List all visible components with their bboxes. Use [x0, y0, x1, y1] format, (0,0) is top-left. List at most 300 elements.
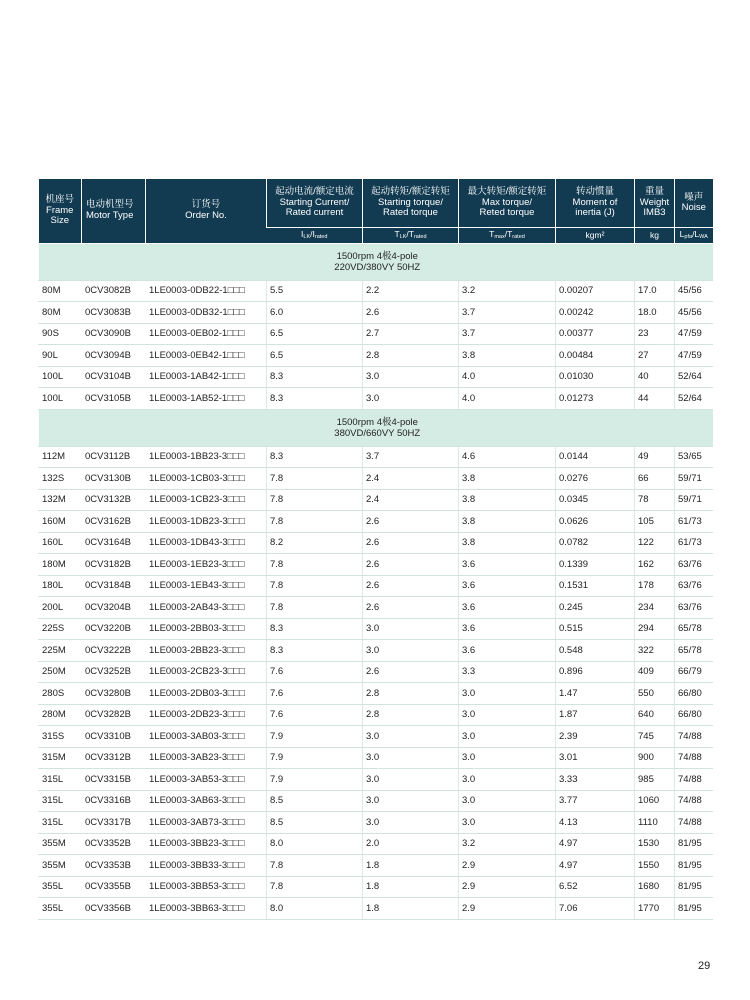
cell-noise: 45/56 — [675, 280, 713, 302]
cell-inertia: 1.87 — [556, 704, 635, 726]
cell-noise: 66/79 — [675, 661, 713, 683]
cell-frame-size: 315M — [39, 747, 82, 769]
cell-starting-current: 7.8 — [267, 597, 363, 619]
cell-starting-current: 6.5 — [267, 345, 363, 367]
cell-order-no: 1LE0003-1CB03-3□□□ — [146, 468, 267, 490]
cell-order-no: 1LE0003-2DB03-3□□□ — [146, 683, 267, 705]
cell-starting-current: 7.9 — [267, 769, 363, 791]
cell-weight: 44 — [635, 388, 675, 410]
cell-motor-type: 0CV3310B — [82, 726, 146, 748]
cell-starting-current: 7.8 — [267, 511, 363, 533]
cell-starting-torque: 2.2 — [363, 280, 459, 302]
cell-max-torque: 3.0 — [459, 812, 556, 834]
cell-motor-type: 0CV3082B — [82, 280, 146, 302]
unit-max-torque: $T_{max}/T_{rated}$ — [459, 228, 556, 244]
cell-order-no: 1LE0003-3BB33-3□□□ — [146, 855, 267, 877]
cell-inertia: 0.245 — [556, 597, 635, 619]
cell-frame-size: 80M — [39, 280, 82, 302]
table-row — [39, 769, 713, 791]
cell-weight: 40 — [635, 366, 675, 388]
cell-inertia: 0.0144 — [556, 446, 635, 468]
cell-frame-size: 200L — [39, 597, 82, 619]
cell-order-no: 1LE0003-3BB53-3□□□ — [146, 876, 267, 898]
cell-noise: 52/64 — [675, 388, 713, 410]
cell-weight: 178 — [635, 575, 675, 597]
cell-weight: 550 — [635, 683, 675, 705]
cell-weight: 23 — [635, 323, 675, 345]
table-row — [39, 575, 713, 597]
cell-order-no: 1LE0003-1CB23-3□□□ — [146, 489, 267, 511]
cell-order-no: 1LE0003-1EB23-3□□□ — [146, 554, 267, 576]
cell-starting-current: 8.3 — [267, 640, 363, 662]
cell-inertia: 0.548 — [556, 640, 635, 662]
cell-order-no: 1LE0003-3BB63-3□□□ — [146, 898, 267, 920]
cell-inertia: 0.0782 — [556, 532, 635, 554]
cell-max-torque: 3.6 — [459, 575, 556, 597]
table-row — [39, 790, 713, 812]
cell-inertia: 6.52 — [556, 876, 635, 898]
cell-noise: 61/73 — [675, 532, 713, 554]
cell-frame-size: 112M — [39, 446, 82, 468]
cell-motor-type: 0CV3104B — [82, 366, 146, 388]
cell-max-torque: 4.0 — [459, 388, 556, 410]
cell-order-no: 1LE0003-2DB23-3□□□ — [146, 704, 267, 726]
table-row — [39, 898, 713, 920]
cell-starting-current: 8.5 — [267, 790, 363, 812]
cell-weight: 78 — [635, 489, 675, 511]
cell-frame-size: 180L — [39, 575, 82, 597]
cell-starting-torque: 2.4 — [363, 489, 459, 511]
cell-starting-current: 7.6 — [267, 704, 363, 726]
cell-starting-torque: 3.0 — [363, 366, 459, 388]
cell-inertia: 0.896 — [556, 661, 635, 683]
cell-noise: 65/78 — [675, 618, 713, 640]
cell-frame-size: 315L — [39, 812, 82, 834]
cell-starting-current: 7.8 — [267, 575, 363, 597]
cell-frame-size: 355M — [39, 855, 82, 877]
cell-order-no: 1LE0003-1BB23-3□□□ — [146, 446, 267, 468]
cell-starting-torque: 2.8 — [363, 345, 459, 367]
cell-frame-size: 315L — [39, 769, 82, 791]
cell-inertia: 0.1339 — [556, 554, 635, 576]
cell-starting-current: 7.8 — [267, 554, 363, 576]
table-row — [39, 511, 713, 533]
cell-max-torque: 4.0 — [459, 366, 556, 388]
cell-starting-current: 7.6 — [267, 661, 363, 683]
cell-weight: 900 — [635, 747, 675, 769]
cell-inertia: 0.00484 — [556, 345, 635, 367]
table-row — [39, 366, 713, 388]
cell-frame-size: 100L — [39, 388, 82, 410]
cell-motor-type: 0CV3317B — [82, 812, 146, 834]
cell-weight: 122 — [635, 532, 675, 554]
cell-weight: 985 — [635, 769, 675, 791]
cell-max-torque: 3.8 — [459, 511, 556, 533]
cell-motor-type: 0CV3162B — [82, 511, 146, 533]
cell-starting-current: 8.0 — [267, 833, 363, 855]
cell-noise: 61/73 — [675, 511, 713, 533]
cell-starting-torque: 2.6 — [363, 575, 459, 597]
cell-starting-current: 8.3 — [267, 618, 363, 640]
table-row — [39, 876, 713, 898]
motor-data-table — [38, 179, 713, 920]
cell-starting-current: 6.5 — [267, 323, 363, 345]
cell-inertia: 0.00377 — [556, 323, 635, 345]
cell-max-torque: 3.0 — [459, 704, 556, 726]
cell-order-no: 1LE0003-1EB43-3□□□ — [146, 575, 267, 597]
unit-weight: kg — [635, 228, 675, 244]
cell-inertia: 3.01 — [556, 747, 635, 769]
cell-starting-torque: 2.6 — [363, 511, 459, 533]
cell-starting-current: 8.3 — [267, 366, 363, 388]
cell-starting-torque: 3.0 — [363, 747, 459, 769]
cell-max-torque: 3.8 — [459, 489, 556, 511]
cell-inertia: 4.13 — [556, 812, 635, 834]
table-row — [39, 302, 713, 324]
cell-starting-torque: 2.6 — [363, 554, 459, 576]
cell-weight: 1550 — [635, 855, 675, 877]
cell-frame-size: 315S — [39, 726, 82, 748]
cell-order-no: 1LE0003-0EB42-1□□□ — [146, 345, 267, 367]
cell-max-torque: 3.7 — [459, 323, 556, 345]
table-row — [39, 618, 713, 640]
cell-noise: 81/95 — [675, 898, 713, 920]
cell-order-no: 1LE0003-1DB23-3□□□ — [146, 511, 267, 533]
cell-motor-type: 0CV3094B — [82, 345, 146, 367]
table-row — [39, 446, 713, 468]
table-row — [39, 812, 713, 834]
cell-motor-type: 0CV3105B — [82, 388, 146, 410]
table-row — [39, 345, 713, 367]
cell-max-torque: 3.0 — [459, 769, 556, 791]
table-row — [39, 833, 713, 855]
cell-starting-current: 6.0 — [267, 302, 363, 324]
cell-weight: 1110 — [635, 812, 675, 834]
cell-inertia: 0.00207 — [556, 280, 635, 302]
cell-noise: 53/65 — [675, 446, 713, 468]
cell-frame-size: 180M — [39, 554, 82, 576]
col-weight: 重量 Weight IMB3 — [635, 179, 675, 228]
cell-starting-torque: 2.6 — [363, 661, 459, 683]
cell-order-no: 1LE0003-2AB43-3□□□ — [146, 597, 267, 619]
unit-inertia: kgm² — [556, 228, 635, 244]
cell-frame-size: 355L — [39, 898, 82, 920]
cell-weight: 1060 — [635, 790, 675, 812]
section-title — [39, 409, 713, 446]
col-order-no: 订货号 Order No. — [146, 179, 267, 243]
page-number: 29 — [698, 960, 711, 972]
cell-starting-current: 8.3 — [267, 388, 363, 410]
cell-order-no: 1LE0003-0EB02-1□□□ — [146, 323, 267, 345]
cell-motor-type: 0CV3353B — [82, 855, 146, 877]
cell-starting-current: 8.5 — [267, 812, 363, 834]
cell-frame-size: 90S — [39, 323, 82, 345]
cell-order-no: 1LE0003-3AB73-3□□□ — [146, 812, 267, 834]
cell-frame-size: 280M — [39, 704, 82, 726]
cell-inertia: 4.97 — [556, 855, 635, 877]
table-row — [39, 726, 713, 748]
cell-max-torque: 3.0 — [459, 747, 556, 769]
cell-max-torque: 3.7 — [459, 302, 556, 324]
table-body — [39, 243, 713, 919]
cell-frame-size: 100L — [39, 366, 82, 388]
cell-starting-torque: 3.0 — [363, 726, 459, 748]
unit-torque: $T_{LK}/T_{rated}$ — [363, 228, 459, 244]
cell-noise: 59/71 — [675, 468, 713, 490]
cell-frame-size: 132M — [39, 489, 82, 511]
section-header — [39, 409, 713, 446]
cell-inertia: 0.01273 — [556, 388, 635, 410]
section-title-line2: 380VD/660VY 50HZ — [334, 427, 421, 439]
cell-frame-size: 355M — [39, 833, 82, 855]
col-motor-type: 电动机型号 Motor Type — [82, 179, 146, 243]
cell-max-torque: 2.9 — [459, 855, 556, 877]
cell-noise: 63/76 — [675, 554, 713, 576]
cell-frame-size: 355L — [39, 876, 82, 898]
cell-max-torque: 3.8 — [459, 532, 556, 554]
cell-motor-type: 0CV3352B — [82, 833, 146, 855]
section-title — [39, 243, 713, 280]
cell-starting-current: 7.8 — [267, 855, 363, 877]
cell-inertia: 0.00242 — [556, 302, 635, 324]
cell-noise: 74/88 — [675, 747, 713, 769]
cell-motor-type: 0CV3204B — [82, 597, 146, 619]
cell-frame-size: 315L — [39, 790, 82, 812]
cell-noise: 47/59 — [675, 345, 713, 367]
col-inertia: 转动惯量 Moment of inertia (J) — [556, 179, 635, 228]
table-row — [39, 280, 713, 302]
cell-max-torque: 3.6 — [459, 640, 556, 662]
cell-motor-type: 0CV3315B — [82, 769, 146, 791]
cell-noise: 59/71 — [675, 489, 713, 511]
cell-inertia: 0.0626 — [556, 511, 635, 533]
cell-order-no: 1LE0003-0DB22-1□□□ — [146, 280, 267, 302]
col-noise: 噪声 Noise — [675, 179, 713, 228]
cell-weight: 294 — [635, 618, 675, 640]
cell-noise: 47/59 — [675, 323, 713, 345]
cell-starting-current: 8.0 — [267, 898, 363, 920]
cell-order-no: 1LE0003-1AB52-1□□□ — [146, 388, 267, 410]
cell-motor-type: 0CV3316B — [82, 790, 146, 812]
cell-inertia: 0.0276 — [556, 468, 635, 490]
cell-inertia: 4.97 — [556, 833, 635, 855]
cell-weight: 1680 — [635, 876, 675, 898]
cell-order-no: 1LE0003-2CB23-3□□□ — [146, 661, 267, 683]
table-row — [39, 704, 713, 726]
table-row — [39, 597, 713, 619]
table-row — [39, 747, 713, 769]
cell-frame-size: 280S — [39, 683, 82, 705]
cell-noise: 74/88 — [675, 726, 713, 748]
cell-noise: 52/64 — [675, 366, 713, 388]
cell-starting-torque: 2.8 — [363, 704, 459, 726]
cell-starting-current: 8.2 — [267, 532, 363, 554]
cell-motor-type: 0CV3252B — [82, 661, 146, 683]
cell-inertia: 3.33 — [556, 769, 635, 791]
cell-inertia: 0.515 — [556, 618, 635, 640]
section-title-line2: 220VD/380VY 50HZ — [334, 261, 421, 273]
cell-inertia: 3.77 — [556, 790, 635, 812]
cell-order-no: 1LE0003-3BB23-3□□□ — [146, 833, 267, 855]
cell-starting-torque: 3.0 — [363, 388, 459, 410]
cell-weight: 49 — [635, 446, 675, 468]
cell-starting-torque: 2.7 — [363, 323, 459, 345]
cell-noise: 74/88 — [675, 790, 713, 812]
cell-starting-current: 8.3 — [267, 446, 363, 468]
cell-noise: 74/88 — [675, 812, 713, 834]
cell-order-no: 1LE0003-3AB23-3□□□ — [146, 747, 267, 769]
cell-starting-torque: 3.0 — [363, 812, 459, 834]
cell-max-torque: 2.9 — [459, 898, 556, 920]
cell-starting-torque: 2.6 — [363, 532, 459, 554]
cell-starting-current: 7.8 — [267, 489, 363, 511]
cell-frame-size: 80M — [39, 302, 82, 324]
cell-motor-type: 0CV3090B — [82, 323, 146, 345]
cell-noise: 81/95 — [675, 833, 713, 855]
cell-starting-current: 7.9 — [267, 726, 363, 748]
cell-motor-type: 0CV3355B — [82, 876, 146, 898]
cell-max-torque: 3.2 — [459, 280, 556, 302]
cell-noise: 63/76 — [675, 575, 713, 597]
cell-weight: 1770 — [635, 898, 675, 920]
section-title-line1: 1500rpm 4极4-pole — [336, 416, 418, 428]
cell-max-torque: 4.6 — [459, 446, 556, 468]
cell-max-torque: 3.8 — [459, 468, 556, 490]
cell-order-no: 1LE0003-0DB32-1□□□ — [146, 302, 267, 324]
table-row — [39, 661, 713, 683]
col-starting-current: 起动电流/额定电流 Starting Current/ Rated current — [267, 179, 363, 228]
cell-order-no: 1LE0003-3AB63-3□□□ — [146, 790, 267, 812]
cell-starting-current: 5.5 — [267, 280, 363, 302]
col-max-torque: 最大转矩/额定转矩 Max torque/ Reted torque — [459, 179, 556, 228]
cell-weight: 745 — [635, 726, 675, 748]
cell-max-torque: 3.8 — [459, 345, 556, 367]
cell-starting-torque: 3.0 — [363, 790, 459, 812]
cell-order-no: 1LE0003-2BB23-3□□□ — [146, 640, 267, 662]
cell-weight: 322 — [635, 640, 675, 662]
cell-motor-type: 0CV3280B — [82, 683, 146, 705]
cell-noise: 63/76 — [675, 597, 713, 619]
cell-noise: 65/78 — [675, 640, 713, 662]
table-row — [39, 683, 713, 705]
cell-starting-torque: 3.7 — [363, 446, 459, 468]
section-header — [39, 243, 713, 280]
cell-noise: 74/88 — [675, 769, 713, 791]
table-row — [39, 323, 713, 345]
cell-weight: 640 — [635, 704, 675, 726]
cell-weight: 1530 — [635, 833, 675, 855]
cell-frame-size: 132S — [39, 468, 82, 490]
cell-order-no: 1LE0003-2BB03-3□□□ — [146, 618, 267, 640]
cell-max-torque: 3.6 — [459, 618, 556, 640]
cell-starting-current: 7.8 — [267, 468, 363, 490]
cell-starting-torque: 2.0 — [363, 833, 459, 855]
cell-noise: 45/56 — [675, 302, 713, 324]
cell-inertia: 2.39 — [556, 726, 635, 748]
cell-starting-torque: 1.8 — [363, 876, 459, 898]
table-row — [39, 855, 713, 877]
cell-weight: 105 — [635, 511, 675, 533]
cell-noise: 81/95 — [675, 855, 713, 877]
cell-motor-type: 0CV3132B — [82, 489, 146, 511]
cell-inertia: 0.1531 — [556, 575, 635, 597]
cell-starting-current: 7.8 — [267, 876, 363, 898]
cell-noise: 66/80 — [675, 683, 713, 705]
cell-starting-current: 7.6 — [267, 683, 363, 705]
cell-starting-torque: 3.0 — [363, 618, 459, 640]
cell-motor-type: 0CV3164B — [82, 532, 146, 554]
cell-inertia: 0.0345 — [556, 489, 635, 511]
cell-weight: 162 — [635, 554, 675, 576]
cell-frame-size: 225M — [39, 640, 82, 662]
cell-inertia: 7.06 — [556, 898, 635, 920]
cell-frame-size: 160M — [39, 511, 82, 533]
cell-starting-torque: 2.4 — [363, 468, 459, 490]
cell-starting-torque: 1.8 — [363, 898, 459, 920]
cell-max-torque: 3.3 — [459, 661, 556, 683]
cell-frame-size: 250M — [39, 661, 82, 683]
cell-inertia: 0.01030 — [556, 366, 635, 388]
section-title-line1: 1500rpm 4极4-pole — [336, 250, 418, 262]
table-row — [39, 532, 713, 554]
cell-motor-type: 0CV3130B — [82, 468, 146, 490]
cell-frame-size: 90L — [39, 345, 82, 367]
cell-starting-torque: 3.0 — [363, 640, 459, 662]
table-row — [39, 554, 713, 576]
cell-weight: 18.0 — [635, 302, 675, 324]
cell-max-torque: 2.9 — [459, 876, 556, 898]
cell-max-torque: 3.0 — [459, 790, 556, 812]
table-row — [39, 489, 713, 511]
cell-starting-torque: 2.6 — [363, 597, 459, 619]
table-row — [39, 388, 713, 410]
cell-order-no: 1LE0003-3AB03-3□□□ — [146, 726, 267, 748]
cell-weight: 27 — [635, 345, 675, 367]
cell-starting-torque: 2.8 — [363, 683, 459, 705]
col-starting-torque: 起动转矩/额定转矩 Starting torque/ Rated torque — [363, 179, 459, 228]
cell-motor-type: 0CV3182B — [82, 554, 146, 576]
cell-motor-type: 0CV3083B — [82, 302, 146, 324]
cell-motor-type: 0CV3112B — [82, 446, 146, 468]
cell-frame-size: 160L — [39, 532, 82, 554]
table-header — [39, 179, 713, 243]
cell-noise: 66/80 — [675, 704, 713, 726]
cell-weight: 17.0 — [635, 280, 675, 302]
cell-motor-type: 0CV3222B — [82, 640, 146, 662]
cell-starting-torque: 2.6 — [363, 302, 459, 324]
cell-starting-torque: 1.8 — [363, 855, 459, 877]
cell-order-no: 1LE0003-1DB43-3□□□ — [146, 532, 267, 554]
table-row — [39, 468, 713, 490]
cell-order-no: 1LE0003-1AB42-1□□□ — [146, 366, 267, 388]
cell-max-torque: 3.2 — [459, 833, 556, 855]
cell-weight: 66 — [635, 468, 675, 490]
table-row — [39, 640, 713, 662]
cell-weight: 409 — [635, 661, 675, 683]
unit-noise: $L_{pfa}/L_{WA}$ — [675, 228, 713, 244]
cell-starting-torque: 3.0 — [363, 769, 459, 791]
unit-current: $I_{LK}/I_{rated}$ — [267, 228, 363, 244]
cell-max-torque: 3.0 — [459, 726, 556, 748]
cell-motor-type: 0CV3312B — [82, 747, 146, 769]
cell-weight: 234 — [635, 597, 675, 619]
cell-max-torque: 3.0 — [459, 683, 556, 705]
cell-motor-type: 0CV3184B — [82, 575, 146, 597]
cell-motor-type: 0CV3282B — [82, 704, 146, 726]
cell-max-torque: 3.6 — [459, 597, 556, 619]
cell-noise: 81/95 — [675, 876, 713, 898]
cell-order-no: 1LE0003-3AB53-3□□□ — [146, 769, 267, 791]
